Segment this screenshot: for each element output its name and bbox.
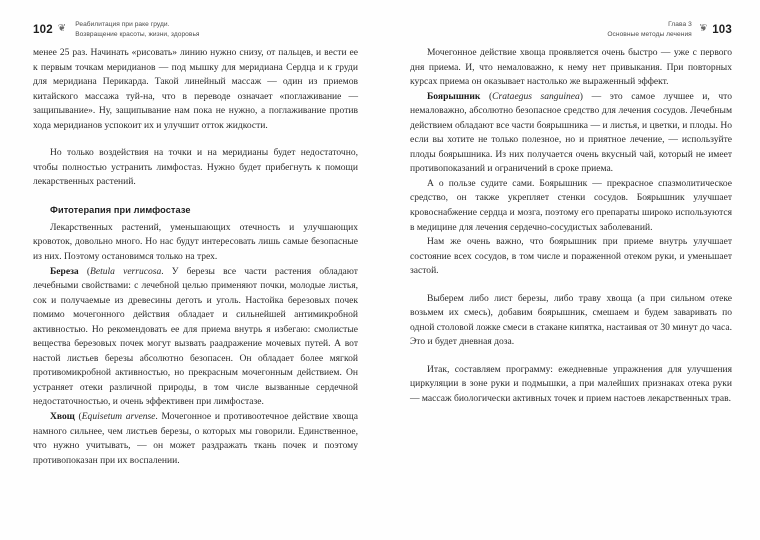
paragraph-herb-birch: Береза (Betula verrucosa. У березы все части растения обладают лечебными свойствами: с лечебной целью применяют почки, молодые листья, сок и получаемые из древесины деготь и уголь. Настойка березовых почек помимо мочегонного действия обладает и сильнейшей антимикробной активностью. Но рекомендовать ее для приема внутрь я избегаю: смолистые вещества березовых почек могут вызвать раадражение мочевых путей. А вот настой листьев березы абсолютно безопасен. Он обладает более мягкой противомикробной активностью, но прекрасным мочегонным действием. Он устраняет отеки различной природы, в том числе вызванные сердечной недостаточностью, и очень эффективен при лимфостазе. xyxy=(33,265,358,408)
running-head-line-1: Реабилитация при раке груди. xyxy=(75,20,170,28)
page-number-left: 102 xyxy=(33,24,53,36)
running-head-line-2: Возвращение красоты, жизни, здоровья xyxy=(75,31,200,38)
running-head-title-right xyxy=(607,20,691,41)
paragraph-body: . Мочегонное и противоотечное действие хвоща намного сильнее, чем листьев березы, о которых мы говорили. Единственное, что нужно учитывать, — он может раздражать ткань почек и поэтому противопоказан при их воспалении. xyxy=(33,411,358,466)
running-head-title-left xyxy=(75,20,199,41)
paragraph-conclusion: Итак, составляем программу: ежедневные упражнения для улучшения циркуляции в зоне руки и подмышки, а при малейших признаках отека руки — массаж биологически активных точек и прием настоев лекарственных трав. xyxy=(410,363,732,405)
latin-name: Betula verrucosa xyxy=(90,265,162,277)
paragraph: Но только воздействия на точки и на меридианы будет недостаточно, чтобы полностью устранить лимфостаз. Нужно будет прибегнуть к помощи лекарственных растений. xyxy=(33,147,358,188)
paragraph-body: — это самое лучшее и, что немаловажно, абсолютно безопасное средство для лечения сосудов. Лечебным действием обладают все части боярышника — и листья, и цветки, и плоды. Но если вы хотите не только полезное, но и приятное лечение, — используйте плоды боярышника. Из них получается очень вкусный чай, который не имеет противопоказаний и ограничений в сроке приема. xyxy=(410,90,732,175)
ornament-icon: ❦ xyxy=(57,23,67,34)
paragraph: Нам же очень важно, что боярышник при приеме внутрь улучшает состояние всех сосудов, в том числе и пораженной отеком руки, и уменьшает застой. xyxy=(410,236,732,277)
column-right xyxy=(410,46,732,407)
paragraph-continued: менее 25 раз. Начинать «рисовать» линию нужно снизу, от пальцев, и вести ее к первым точкам меридианов — под мышку для меридиана Сердца и к груди для меридиана Перикарда. Такой линейный массаж — один из приемов китайского массажа туй-на, что в переводе означает «поглаживание — защипывание». Ну, защипывание нам пока не нужно, а поглаживание против хода меридианов успокоит их и улучшит отток жидкости. xyxy=(33,47,358,131)
paragraph: Лекарственных растений, уменьшающих отечность и улучшающих кровоток, довольно много. Но нас будут интересовать лишь самые безопасные из них. Поэтому остановимся только на трех. xyxy=(33,221,358,263)
paragraph: Мочегонное действие хвоща проявляется очень быстро — уже с первого дня приема. И, что немаловажно, к нему нет привыкания. При повторных курсах приема он оказывает настолько же выраженный эффект. xyxy=(410,47,732,88)
page-right xyxy=(380,0,760,540)
running-head-line-2: Основные методы лечения xyxy=(607,31,692,38)
herb-name: Береза xyxy=(50,265,79,277)
paragraph-herb-hawthorn: Боярышник (Crataegus sanguinea) — это самое лучшее и, что немаловажно, абсолютно безопасное средство для лечения сосудов. Лечебным действием обладают все части боярышника — и листья, и цветки, и плоды. Но если вы хотите не только полезное, но и приятное лечение, — используйте плоды боярышника. Из них получается очень вкусный чай, который не имеет противопоказаний и ограничений в сроке приема. xyxy=(410,90,732,175)
herb-name: Боярышник xyxy=(427,90,481,102)
column-left xyxy=(33,46,358,468)
latin-name: Equisetum arvense xyxy=(81,411,156,423)
running-head-left xyxy=(33,0,358,46)
latin-name: Crataegus sanguinea xyxy=(492,90,580,102)
herb-name: Хвощ xyxy=(50,411,75,423)
page-number-right: 103 xyxy=(712,24,732,36)
running-head-line-1: Глава 3 xyxy=(668,20,692,28)
paragraph-herb-horsetail: Хвощ (Equisetum arvense. Мочегонное и противоотечное действие хвоща намного сильнее, чем листьев березы, о которых мы говорили. Единственное, что нужно учитывать, — он может раздражать ткань почек и поэтому противопоказан при их воспалении. xyxy=(33,411,358,466)
paragraph: Выберем либо лист березы, либо траву хвоща (а при сильном отеке возьмем их смесь), добавим боярышник, смешаем и будем заваривать по одной столовой ложке смеси в стакане кипятка, настаивая от 30 минут до часа. Это и будет дневная доза. xyxy=(410,292,732,348)
running-head-right xyxy=(410,0,732,46)
paragraph-body: . У березы все части растения обладают лечебными свойствами: с лечебной целью применяют почки, молодые листья, сок и получаемые из древесины деготь и уголь. Настойка березовых почек помимо мочегонного действия обладает и сильнейшей антимикробной активностью. Но рекомендовать ее для приема внутрь я избегаю: смолистые вещества березовых почек могут вызвать раадражение мочевых путей. А вот настой листьев березы абсолютно безопасен. Он обладает более мягкой противомикробной активностью, но прекрасным мочегонным действием. Он устраняет отеки различной природы, в том числе вызванные сердечной недостаточностью, и очень эффективен при лимфостазе. xyxy=(33,265,358,408)
paragraph: А о пользе судите сами. Боярышник — прекрасное спазмолитическое средство, он также укрепляет стенки сосудов. Боярышник улучшает кровоснабжение сердца и мозга, поэтому его препараты широко используются в медицине для лечения сердечно-сосудистых заболеваний. xyxy=(410,177,732,233)
section-subheading: Фитотерапия при лимфостазе xyxy=(50,204,191,215)
ornament-icon: ❦ xyxy=(698,23,708,34)
